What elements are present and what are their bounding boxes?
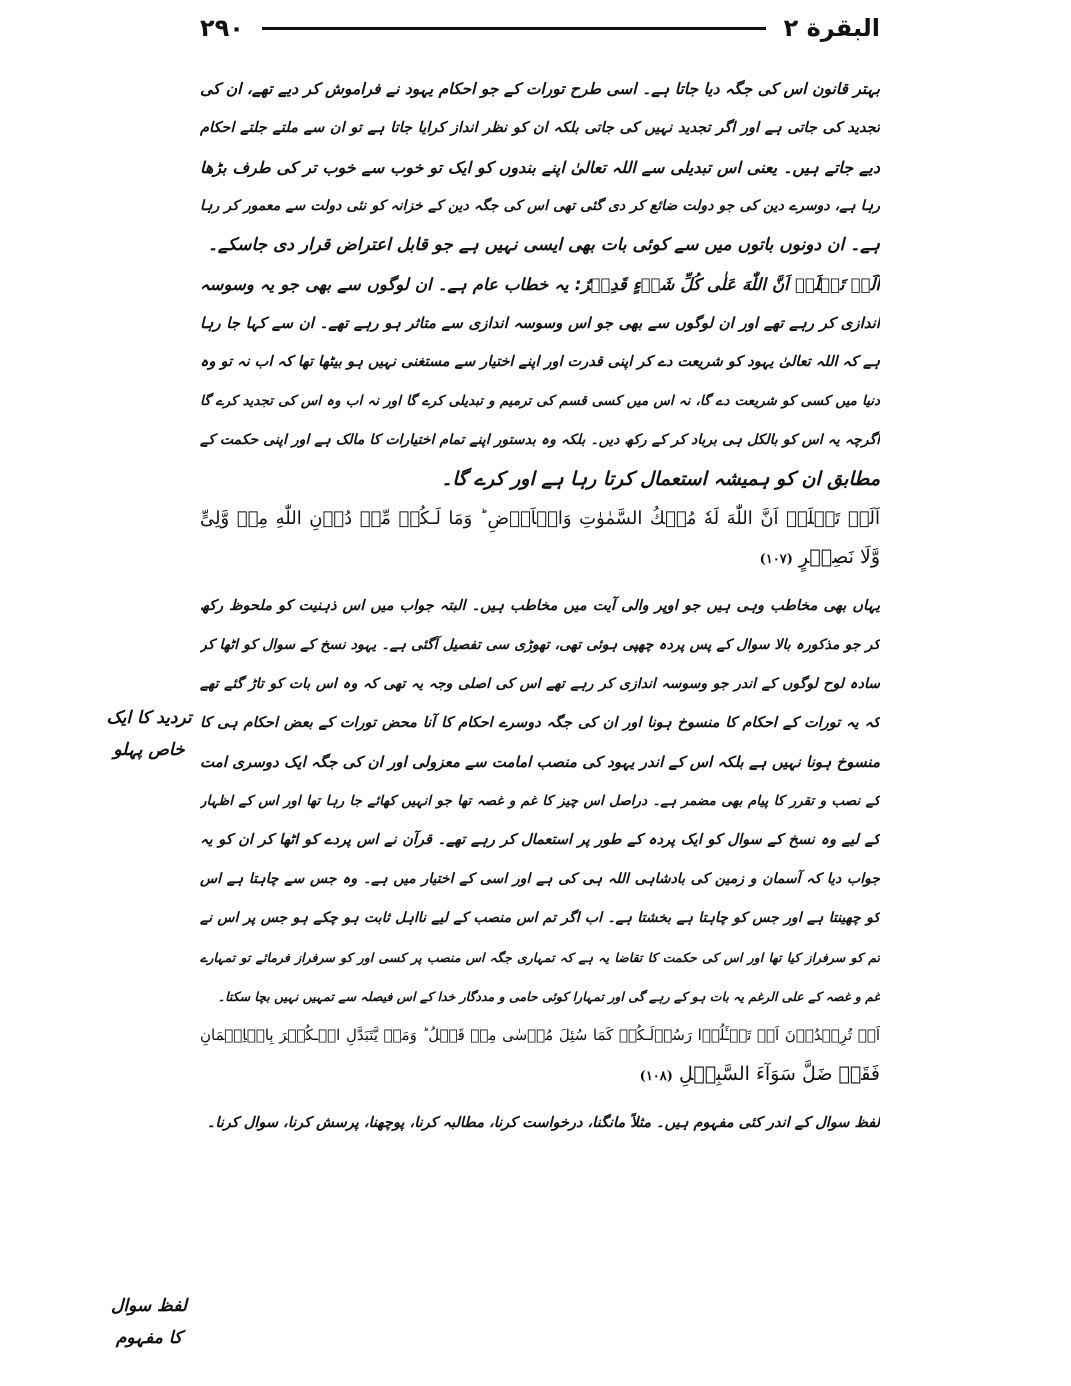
- verse-line: اَلَمۡ تَعۡلَمۡ اَنَّ اللّٰهَ لَهٗ مُلۡكُ السَّمٰوٰتِ وَالۡاَرۡضِ ؕ وَمَا لَـكُمۡ مِّنۡ دُوۡنِ اللّٰهِ مِنۡ وَّلِىٍّ: [200, 508, 880, 529]
- text-line: کر جو مذکورہ بالا سوال کے پس پردہ چھپی ہوئی تھی، تھوڑی سی تفصیل آگئی ہے۔ یہود نسخ کے سوال کو اٹھا کر: [200, 637, 880, 653]
- margin-note: [100, 1290, 198, 1354]
- text-line: منسوخ ہونا نہیں ہے بلکہ اس کے اندر یہود کی منصب امامت سے معزولی اور ان کی جگہ ایک دوسری امت: [200, 753, 880, 771]
- text-line: ہے کہ اللہ تعالیٰ یہود کو شریعت دے کر اپنی قدرت اور اپنے اختیار سے مستغنی نہیں ہو بیٹھا تھا کہ اب نہ تو وہ: [200, 354, 880, 370]
- text-line: ہے۔ ان دونوں باتوں میں سے کوئی بات بھی ایسی نہیں ہے جو قابل اعتراض قرار دی جاسکے۔: [207, 235, 880, 255]
- verse-line: اَمۡ تُرِیۡدُوۡنَ اَنۡ تَسۡـَٔلُوۡا رَسُوۡلَـكُمۡ كَمَا سُئِلَ مُوۡسٰى مِنۡ قَبۡلُ ؕ وَمَنۡ یَّتَبَدَّلِ الۡـكُفۡرَ بِالۡاِیۡمَانِ: [200, 1026, 880, 1044]
- margin-note-line: تردید کا ایک: [106, 708, 192, 728]
- text-line: بہتر قانون اس کی جگہ دیا جاتا ہے۔ اسی طرح تورات کے جو احکام یہود نے فراموش کر دیے تھے، ان کی: [200, 80, 880, 98]
- text-line: دنیا میں کسی کو شریعت دے گا، نہ اس میں کسی قسم کی ترمیم و تبدیلی کرے گا اور نہ اب وہ اس کی تجدید کرے گا: [200, 393, 880, 409]
- text-line: کے لیے وہ نسخ کے سوال کو ایک پردہ کے طور پر استعمال کر رہے تھے۔ قرآن نے اس پردے کو اٹھا کر ان کو یہ: [200, 832, 880, 848]
- text-line: جواب دیا کہ آسمان و زمین کی بادشاہی اللہ ہی کی ہے اور اسی کے اختیار میں ہے۔ وہ جس سے چاہتا ہے اس: [200, 871, 880, 887]
- page-number: ۲۹۰: [200, 14, 244, 42]
- text-line: اگرچہ یہ اس کو بالکل ہی برباد کر کے رکھ دیں۔ بلکہ وہ بدستور اپنے تمام اختیارات کا مالک ہے اور اپنی حکمت کے: [200, 432, 880, 448]
- text-line: غم و غصہ کے علی الرغم یہ بات ہو کے رہے گی اور تمہارا کوئی حامی و مددگار خدا کے اس فیصلہ سے تمہیں نہیں بچا سکتا۔: [217, 989, 880, 1004]
- verse-reference: (۱۰۸): [639, 1069, 673, 1084]
- verse-text: فَقَدۡ ضَلَّ سَوَآءَ السَّبِیۡلِ: [678, 1063, 880, 1085]
- verse-line-with-ref: [200, 1055, 880, 1094]
- text-line: کے نصب و تقرر کا پیام بھی مضمر ہے۔ دراصل اس چیز کا غم و غصہ تھا جو انہیں کھائے جا رہا تھا اور اس کے اظہار: [200, 793, 880, 809]
- verse-reference: (۱۰۷): [759, 552, 793, 567]
- verse-text: وَّلَا نَصِیۡرٍ: [798, 546, 880, 568]
- verse-line-with-ref: [200, 538, 880, 577]
- page-body: [200, 70, 880, 1143]
- text-line: اندازی کر رہے تھے اور ان لوگوں سے بھی جو اس وسوسہ اندازی سے متاثر ہو رہے تھے۔ ان سے کہا جا رہا: [200, 314, 880, 332]
- text-line: کہ یہ تورات کے احکام کا منسوخ ہونا اور ان کی جگہ دوسرے احکام کا آنا محض تورات کے بعض احکام ہی کا: [200, 715, 880, 731]
- text-line: تجدید کی جاتی ہے اور اگر تجدید نہیں کی جاتی بلکہ ان کو نظر انداز کرایا جاتا ہے تو ان سے ملتے جلتے احکام: [200, 120, 880, 136]
- text-line: اَلَمۡ تَعۡلَمۡ اَنَّ اللّٰهَ عَلٰی كُلِّ شَیۡءٍ قَدِیۡرٌ: یہ خطاب عام ہے۔ ان لوگوں سے بھی جو یہ وسوسہ: [200, 275, 880, 294]
- margin-note: [100, 702, 198, 766]
- text-line: یہاں بھی مخاطب وہی ہیں جو اوپر والی آیت میں مخاطب ہیں۔ البتہ جواب میں اس ذہنیت کو ملحوظ رکھ: [200, 598, 880, 614]
- surah-title: البقرة ٢: [783, 14, 880, 42]
- text-line: رہا ہے، دوسرے دین کی جو دولت ضائع کر دی گئی تھی اس کی جگہ دین کے خزانہ کو نئی دولت سے معمور کر رہا: [200, 198, 880, 214]
- header-rule: [262, 27, 766, 30]
- text-line: تم کو سرفراز کیا تھا اور اس کی حکمت کا تقاضا یہ ہے کہ تمہاری جگہ اس منصب پر کسی اور کو سرفراز فرمائے تو تمہارے: [200, 950, 880, 965]
- margin-note-line: لفظ سوال: [111, 1296, 187, 1316]
- text-line: مطابق ان کو ہمیشہ استعمال کرتا رہا ہے اور کرے گا۔: [441, 468, 880, 490]
- text-line: سادہ لوح لوگوں کے اندر جو وسوسہ اندازی کر رہے تھے اس کی اصلی وجہ یہ تھی کہ وہ اس بات کو تاڑ گئے تھے: [200, 676, 880, 692]
- margin-note-line: خاص پہلو: [113, 740, 185, 760]
- text-line: دیے جاتے ہیں۔ یعنی اس تبدیلی سے اللہ تعالیٰ اپنے بندوں کو ایک تو خوب سے خوب تر کی طرف بڑھا: [200, 158, 880, 177]
- margin-note-line: کا مفہوم: [115, 1328, 183, 1348]
- text-line: کو چھینتا ہے اور جس کو چاہتا ہے بخشتا ہے۔ اب اگر تم اس منصب کے لیے نااہل ثابت ہو چکے ہو جس پر اس نے: [200, 910, 880, 926]
- text-line: لفظ سوال کے اندر کئی مفہوم ہیں۔ مثلاً مانگنا، درخواست کرنا، مطالبہ کرنا، پوچھنا، پرسش کرنا، سوال کرنا۔: [206, 1115, 880, 1131]
- page-header: [200, 8, 880, 48]
